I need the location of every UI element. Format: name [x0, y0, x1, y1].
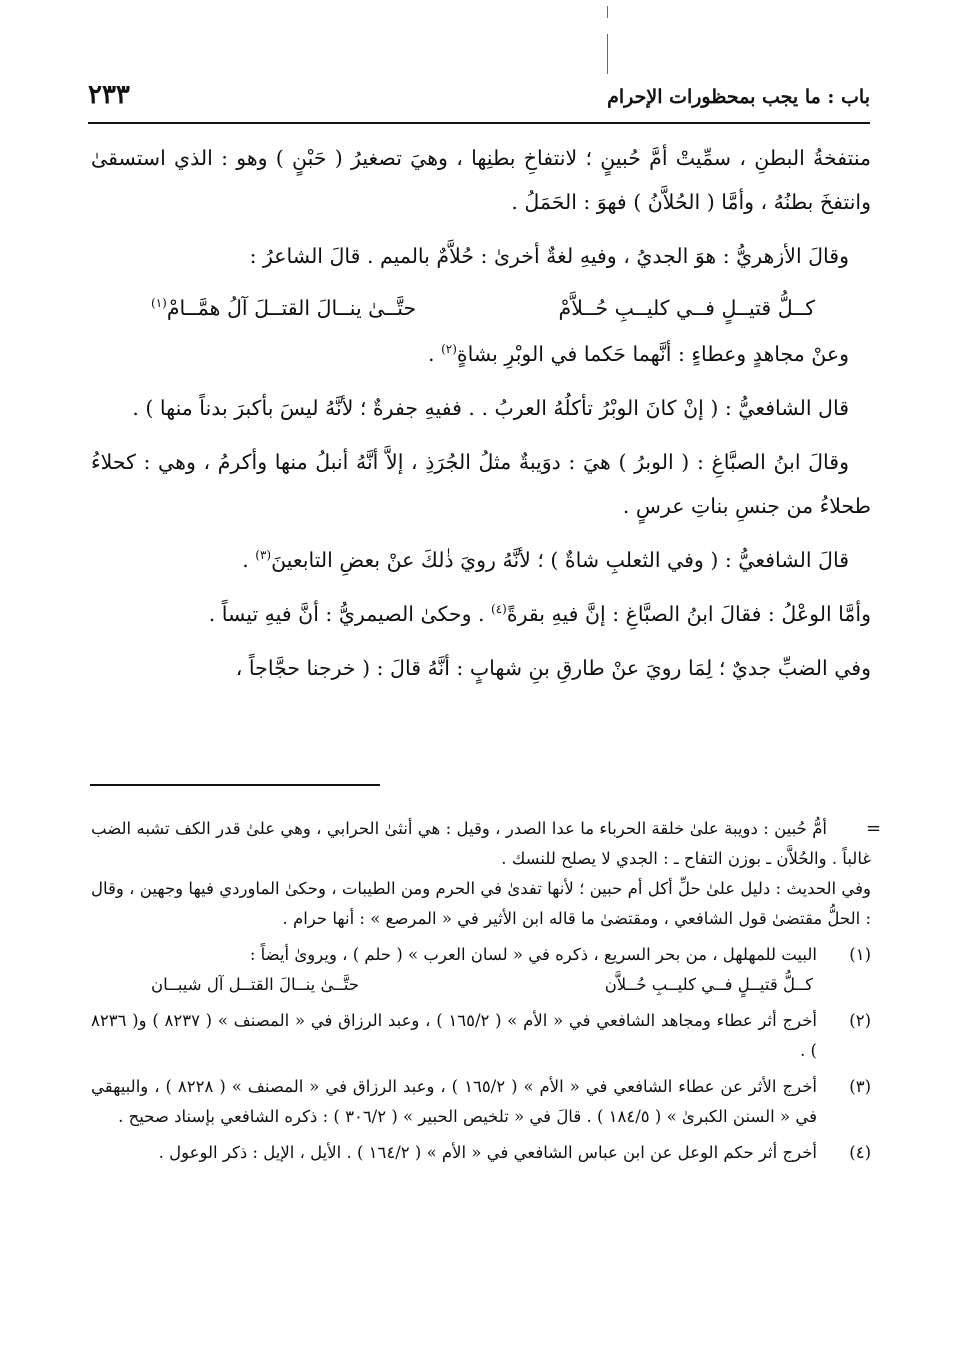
paragraph-2: وقالَ الأزهريُّ : هوَ الجديُ ، وفيهِ لغةٌ أخرىٰ : حُلاَّمٌ بالميم . قالَ الشاعرُ :: [249, 244, 849, 268]
paragraph-6: [91, 538, 871, 582]
footnote-4: [91, 1138, 871, 1168]
paragraph-7-text: وأمَّا الوعْلُ : فقالَ ابنُ الصبَّاغِ : إنَّ فيهِ بقرةً: [506, 602, 871, 626]
verse-second-hemistich: [151, 284, 416, 332]
paragraph-8: وفي الضبِّ جديٌ ؛ لِمَا رويَ عنْ طارقِ بنِ شهابٍ : أنَّهُ قالَ : ( خرجنا حجَّاجاً ،: [235, 656, 871, 680]
footnote-separator: [90, 784, 380, 786]
page-number: ٢٣٣: [88, 80, 130, 110]
footnote-text: [91, 940, 817, 1000]
footnote-2: [91, 1006, 871, 1066]
footnote-continuation-p2: وفي الحديث : دليل علىٰ حلِّ أكل أم حبين ؛ لأنها تفدىٰ في الحرم ومن الطيبات ، وحكىٰ الماوردي فيها وجهين ، وقال : الحلُّ مقتضىٰ قول الشافعي ، ومقتضىٰ ما قاله ابن الأثير في « المرصع » : أنها حرام .: [91, 879, 871, 928]
poem-verse: [91, 284, 871, 332]
paragraph-6-text: قالَ الشافعيُّ : ( وفي الثعلبِ شاةٌ ) ؛ لأنَّهُ رويَ ذٰلكَ عنْ بعضِ التابعينَ: [271, 548, 849, 572]
footnote-continuation-p1: أمُّ حُبين : دويبة علىٰ خلقة الحرباء ما عدا الصدر ، وقيل : هي أنثىٰ الحرابي ، وهي علىٰ قدر الكف تشبه الضب غالباً . والحُلاَّن ـ بوزن التفاح ـ : الجدي لا يصلح للنسك .: [91, 819, 871, 868]
verse-first-hemistich: كــلُّ قتيــلٍ فــي كليــبِ حُــلاَّمْ: [558, 296, 815, 320]
header-rule: [88, 122, 870, 124]
paragraph-5: وقالَ ابنُ الصبَّاغِ : ( الوبرُ ) هيَ : دوَيبةٌ مثلُ الجُرَذِ ، إلاَّ أنَّهُ أنبلُ منها وأكرمُ ، وهي : كحلاءُ طحلاءُ من جنسِ بناتِ عرسٍ .: [91, 450, 871, 518]
main-text: [91, 136, 871, 690]
paragraph-4: قال الشافعيُّ : ( إنْ كانَ الوبْرُ تأكلُهُ العربُ . . ففيهِ جفرةٌ ؛ لأنَّهُ ليسَ بأكبرَ بدناً منها ) .: [132, 396, 849, 420]
paragraph-1: منتفخةُ البطنِ ، سمِّيتْ أمَّ حُبينٍ ؛ لانتفاخِ بطنِها ، وهيَ تصغيرُ ( حَبْنٍ ) وهو : الذي استسقىٰ وانتفخَ بطنُهُ ، وأمَّا ( الحُلاَّنُ ) فهوَ : الحَمَلُ .: [91, 146, 871, 214]
footnote-3: [91, 1072, 871, 1132]
footnote-verse-second: حتَّــىٰ ينــالَ القتــل آل شيبــان: [151, 975, 360, 994]
footnote-ref-4: (٤): [491, 602, 507, 617]
footnote-verse: [91, 970, 817, 1000]
footnote-ref-3: (٣): [255, 548, 272, 563]
footnote-1-text: البيت للمهلهل ، من بحر السريع ، ذكره في « لسان العرب » ( حلم ) ، ويروىٰ أيضاً :: [249, 945, 817, 964]
crop-mark-bottom: [607, 34, 608, 74]
paragraph-3-text: وعنْ مجاهدٍ وعطاءٍ : أنَّهما حَكما في الوبْرِ بشاةٍ: [456, 342, 849, 366]
footnote-number: (٤): [849, 1143, 871, 1162]
footnote-1: [91, 940, 871, 1000]
footnote-text: أخرج الأثر عن عطاء الشافعي في « الأم » ( ١٦٥/٢ ) ، وعبد الرزاق في « المصنف » ( ٨٢٢٨ ) ، والبيهقي في « السنن الكبرىٰ » ( ١٨٤/٥ ) . قالَ في « تلخيص الحبير » ( ٣٠٦/٢ ) : ذكره الشافعي بإسناد صحيح .: [91, 1077, 817, 1126]
paragraph-7: [91, 592, 871, 636]
paragraph-3-end: .: [428, 342, 442, 366]
footnotes: [91, 814, 871, 1168]
footnote-number: (٣): [849, 1077, 871, 1096]
footnote-ref-2: (٢): [441, 342, 457, 357]
footnote-verse-first: كــلُّ قتيــلٍ فــي كليــبِ حُــلاَّن: [604, 975, 813, 994]
paragraph-6-end: .: [242, 548, 256, 572]
footnote-ref-1: (١): [151, 296, 167, 311]
crop-mark-top: [607, 6, 608, 18]
paragraph-7-rest: . وحكىٰ الصيمريُّ : أنَّ فيهِ تيساً .: [208, 602, 492, 626]
footnote-continuation-marker: =: [866, 818, 882, 839]
footnote-number: (١): [849, 945, 871, 964]
running-head: باب : ما يجب بمحظورات الإحرام: [607, 86, 870, 108]
page-header: [88, 80, 870, 116]
footnote-number: (٢): [849, 1011, 871, 1030]
footnote-text: أخرج أثر حكم الوعل عن ابن عباس الشافعي في « الأم » ( ١٦٤/٢ ) . الأيل ، الإيل : ذكر الوعول .: [158, 1143, 817, 1162]
paragraph-3: [91, 332, 871, 376]
footnote-continuation: [91, 814, 871, 934]
footnote-text: أخرج أثر عطاء ومجاهد الشافعي في « الأم » ( ١٦٥/٢ ) ، وعبد الرزاق في « المصنف » ( ٨٢٣٧ ) و( ٨٢٣٦ ) .: [91, 1011, 817, 1060]
verse-second-text: حتَّــىٰ ينــالَ القتــلَ آلُ همَّــامْ: [166, 296, 417, 320]
